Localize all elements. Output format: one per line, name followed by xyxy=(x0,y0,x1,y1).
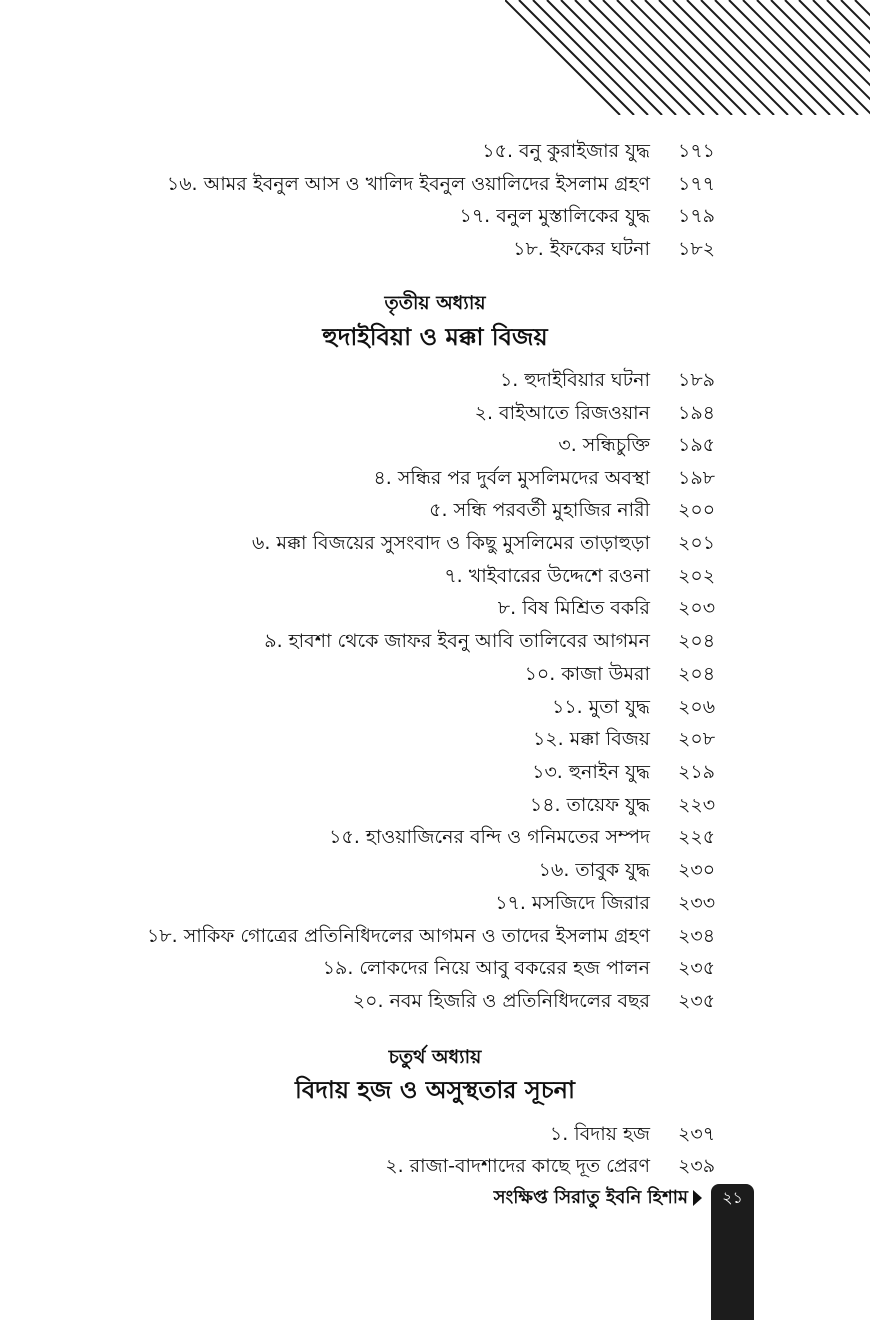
toc-entry[interactable] xyxy=(0,364,716,397)
toc-entry-page: ২৩৭ xyxy=(678,1123,716,1145)
toc-entry[interactable] xyxy=(0,560,716,593)
toc-entry-title: ১৯. লোকদের নিয়ে আবু বকরের হজ পালন xyxy=(322,957,650,979)
toc-entry-title: ৯. হাবশা থেকে জাফর ইবনু আবি তালিবের আগমন xyxy=(264,630,650,652)
toc-entry-title: ১৫. বনু কুরাইজার যুদ্ধ xyxy=(482,140,650,162)
running-footer-book-title: সংক্ষিপ্ত সিরাতু ইবনি হিশাম xyxy=(493,1187,688,1208)
toc-entry-title: ১১. মুতা যুদ্ধ xyxy=(552,696,650,718)
toc-entry-title: ৬. মক্কা বিজয়ের সুসংবাদ ও কিছু মুসলিমের তাড়াহুড়া xyxy=(252,532,650,554)
toc-entry-page: ২৩৩ xyxy=(678,892,716,914)
toc-entry-title: ১৪. তায়েফ যুদ্ধ xyxy=(529,794,650,816)
toc-entry[interactable] xyxy=(0,1118,716,1151)
toc-entry-title: ৮. বিষ মিশ্রিত বকরি xyxy=(497,597,650,619)
toc-entry[interactable] xyxy=(0,200,716,233)
toc-entry-title: ৪. সন্ধির পর দুর্বল মুসলিমদের অবস্থা xyxy=(373,467,650,489)
toc-entry-page: ২০১ xyxy=(678,532,716,554)
toc-entry[interactable] xyxy=(0,1150,716,1183)
toc-entry[interactable] xyxy=(0,658,716,691)
toc-entry-page: ১৭১ xyxy=(678,140,716,162)
toc-entry-title: ১৬. তাবুক যুদ্ধ xyxy=(538,859,650,881)
toc-entry[interactable] xyxy=(0,462,716,495)
toc-entry-title: ১৩. হুনাইন যুদ্ধ xyxy=(532,761,650,783)
toc-entry-page: ১৮২ xyxy=(678,238,716,260)
toc-entry[interactable] xyxy=(0,429,716,462)
toc-entry[interactable] xyxy=(0,592,716,625)
toc-entry-title: ১. হুদাইবিয়ার ঘটনা xyxy=(499,369,650,391)
toc-entry[interactable] xyxy=(0,985,716,1018)
toc-entry[interactable] xyxy=(0,168,716,201)
toc-entry-page: ২৩৯ xyxy=(678,1155,716,1177)
corner-hatch-decoration xyxy=(505,0,870,115)
chapter-title: বিদায় হজ ও অসুস্থতার সূচনা xyxy=(295,1076,575,1104)
toc-entry[interactable] xyxy=(0,821,716,854)
toc-entry-page: ১৯৪ xyxy=(678,402,715,424)
toc-entry-page: ১৯৮ xyxy=(678,467,715,489)
toc-entry[interactable] xyxy=(0,952,716,985)
triangle-right-icon xyxy=(693,1190,702,1206)
toc-entry[interactable] xyxy=(0,854,716,887)
toc-entry-title: ২. রাজা-বাদশাদের কাছে দূত প্রেরণ xyxy=(385,1155,650,1177)
chapter-title: হুদাইবিয়া ও মক্কা বিজয় xyxy=(322,323,548,351)
toc-entry-title: ১২. মক্কা বিজয় xyxy=(532,728,650,750)
toc-entry-title: ১০. কাজা উমরা xyxy=(524,663,650,685)
toc-entry[interactable] xyxy=(0,397,716,430)
toc-entry-title: ২. বাইআতে রিজওয়ান xyxy=(474,402,650,424)
toc-entry-title: ১. বিদায় হজ xyxy=(549,1123,650,1145)
toc-entry-page: ২০২ xyxy=(678,565,716,587)
toc-entry[interactable] xyxy=(0,494,716,527)
toc-entry[interactable] xyxy=(0,723,716,756)
toc-entry-page: ১৭৭ xyxy=(678,173,716,195)
toc-entry-page: ২০৮ xyxy=(678,728,716,750)
toc-entry[interactable] xyxy=(0,756,716,789)
toc-entry-page: ২০৪ xyxy=(678,663,716,685)
toc-entry-page: ১৯৫ xyxy=(678,434,715,456)
toc-entry-page: ২০৪ xyxy=(678,630,716,652)
toc-entry[interactable] xyxy=(0,920,716,953)
toc-entry-page: ২০৩ xyxy=(678,597,716,619)
toc-entry-page: ২২৫ xyxy=(678,826,716,848)
toc-entry-page: ২৩৫ xyxy=(678,990,716,1012)
toc-entry-title: ১৮. সাকিফ গোত্রের প্রতিনিধিদলের আগমন ও তাদের ইসলাম গ্রহণ xyxy=(146,925,650,947)
toc-entry-title: ১৭. মসজিদে জিরার xyxy=(495,892,650,914)
toc-entry[interactable] xyxy=(0,527,716,560)
toc-entry[interactable] xyxy=(0,135,716,168)
toc-entry[interactable] xyxy=(0,887,716,920)
toc-entry-title: ৩. সন্ধিচুক্তি xyxy=(558,434,650,456)
toc-entry-page: ২০০ xyxy=(678,499,716,521)
toc-entry-title: ৫. সন্ধি পরবর্তী মুহাজির নারী xyxy=(429,499,650,521)
toc-entry-title: ১৮. ইফকের ঘটনা xyxy=(513,238,650,260)
toc-entry-title: ১৬. আমর ইবনুল আস ও খালিদ ইবনুল ওয়ালিদের ইসলাম গ্রহণ xyxy=(166,173,650,195)
page-number: ২১ xyxy=(722,1188,743,1207)
toc-entry-page: ২৩৫ xyxy=(678,957,716,979)
toc-entry-page: ২৩৪ xyxy=(678,925,716,947)
chapter-label: চতুর্থ অধ্যায় xyxy=(388,1046,482,1068)
toc-entry-title: ১৫. হাওয়াজিনের বন্দি ও গনিমতের সম্পদ xyxy=(329,826,650,848)
toc-entry-title: ১৭. বনুল মুস্তালিকের যুদ্ধ xyxy=(459,205,650,227)
toc-entry[interactable] xyxy=(0,789,716,822)
toc-entry[interactable] xyxy=(0,625,716,658)
toc-entry-page: ২৩০ xyxy=(678,859,716,881)
chapter-label: তৃতীয় অধ্যায় xyxy=(384,292,486,314)
toc-entry-page: ২১৯ xyxy=(678,761,716,783)
toc-entry-page: ১৮৯ xyxy=(678,369,715,391)
toc-entry-page: ২২৩ xyxy=(678,794,716,816)
toc-entry-page: ২০৬ xyxy=(678,696,716,718)
toc-entry[interactable] xyxy=(0,233,716,266)
toc-entry-title: ৭. খাইবারের উদ্দেশে রওনা xyxy=(444,565,650,587)
toc-entry-page: ১৭৯ xyxy=(678,205,716,227)
toc-entry[interactable] xyxy=(0,691,716,724)
toc-entry-title: ২০. নবম হিজরি ও প্রতিনিধিদলের বছর xyxy=(352,990,650,1012)
